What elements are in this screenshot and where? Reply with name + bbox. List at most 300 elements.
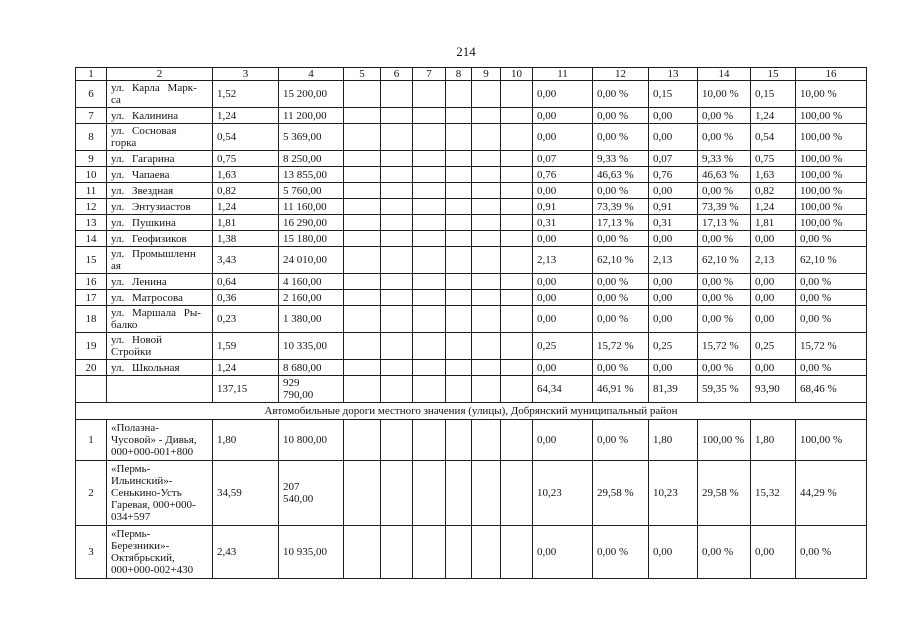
table-cell-col-13: 0,31 <box>649 215 698 231</box>
table-cell-col-12: 29,58 % <box>593 461 649 526</box>
table-cell-col-8 <box>446 306 472 333</box>
table-cell-col-11: 0,00 <box>533 420 593 461</box>
table-cell-col-1: 2 <box>76 461 107 526</box>
table-cell-col-2: «Пермь- Ильинский»- Сенькино-Усть Гаревая, 000+000- 034+597 <box>107 461 213 526</box>
table-cell-col-3: 34,59 <box>213 461 279 526</box>
column-number-header: 2 <box>107 68 213 81</box>
table-cell-col-11: 0,00 <box>533 290 593 306</box>
table-cell-col-6 <box>381 461 413 526</box>
table-cell-col-8 <box>446 376 472 403</box>
table-cell-col-3: 1,81 <box>213 215 279 231</box>
table-cell-col-15: 0,54 <box>751 124 796 151</box>
street-row <box>76 306 867 333</box>
table-cell-col-11: 0,91 <box>533 199 593 215</box>
table-cell-col-3: 1,24 <box>213 199 279 215</box>
table-cell-col-12: 0,00 % <box>593 183 649 199</box>
table-cell-col-7 <box>413 231 446 247</box>
column-number-header: 5 <box>344 68 381 81</box>
table-cell-col-16: 0,00 % <box>796 526 867 579</box>
table-cell-col-11: 0,00 <box>533 108 593 124</box>
table-cell-col-4: 15 180,00 <box>279 231 344 247</box>
table-body <box>76 81 867 579</box>
table-cell-col-1 <box>76 376 107 403</box>
table-cell-col-12: 0,00 % <box>593 81 649 108</box>
table-cell-col-14: 100,00 % <box>698 420 751 461</box>
table-cell-col-16: 44,29 % <box>796 461 867 526</box>
table-cell-col-13: 0,00 <box>649 274 698 290</box>
table-cell-col-4: 2 160,00 <box>279 290 344 306</box>
table-cell-col-4: 4 160,00 <box>279 274 344 290</box>
table-cell-col-5 <box>344 290 381 306</box>
table-cell-col-9 <box>472 360 501 376</box>
table-cell-col-16: 15,72 % <box>796 333 867 360</box>
road-row <box>76 526 867 579</box>
table-cell-col-4: 8 250,00 <box>279 151 344 167</box>
table-cell-col-5 <box>344 183 381 199</box>
table-cell-col-10 <box>501 526 533 579</box>
table-cell-col-15: 0,00 <box>751 360 796 376</box>
table-cell-col-9 <box>472 247 501 274</box>
table-cell-col-8 <box>446 290 472 306</box>
table-cell-col-15: 1,24 <box>751 108 796 124</box>
street-row <box>76 274 867 290</box>
table-cell-col-10 <box>501 247 533 274</box>
table-cell-col-13: 0,25 <box>649 333 698 360</box>
table-cell-col-5 <box>344 108 381 124</box>
table-cell-col-6 <box>381 274 413 290</box>
table-cell-col-12: 0,00 % <box>593 231 649 247</box>
table-cell-col-6 <box>381 360 413 376</box>
table-cell-col-13: 1,80 <box>649 420 698 461</box>
table-cell-col-16: 0,00 % <box>796 274 867 290</box>
table-cell-col-6 <box>381 306 413 333</box>
table-cell-col-12: 46,63 % <box>593 167 649 183</box>
table-cell-col-2: ул. Пушкина <box>107 215 213 231</box>
table-cell-col-1: 13 <box>76 215 107 231</box>
table-cell-col-12: 0,00 % <box>593 124 649 151</box>
table-header <box>76 68 867 81</box>
table-cell-col-12: 0,00 % <box>593 306 649 333</box>
table-cell-col-8 <box>446 231 472 247</box>
table-cell-col-10 <box>501 81 533 108</box>
column-number-header: 14 <box>698 68 751 81</box>
table-cell-col-14: 10,00 % <box>698 81 751 108</box>
table-cell-col-16: 100,00 % <box>796 151 867 167</box>
table-cell-col-4: 10 800,00 <box>279 420 344 461</box>
table-cell-col-5 <box>344 376 381 403</box>
table-cell-col-11: 0,00 <box>533 81 593 108</box>
table-cell-col-14: 0,00 % <box>698 306 751 333</box>
table-cell-col-6 <box>381 526 413 579</box>
table-cell-col-2: ул. Звездная <box>107 183 213 199</box>
table-cell-col-1: 10 <box>76 167 107 183</box>
table-cell-col-8 <box>446 124 472 151</box>
table-cell-col-2: ул. Матросова <box>107 290 213 306</box>
street-row <box>76 81 867 108</box>
table-cell-col-13: 0,00 <box>649 183 698 199</box>
table-cell-col-1: 18 <box>76 306 107 333</box>
table-cell-col-12: 0,00 % <box>593 274 649 290</box>
table-cell-col-1: 3 <box>76 526 107 579</box>
table-cell-col-14: 29,58 % <box>698 461 751 526</box>
table-cell-col-4: 11 200,00 <box>279 108 344 124</box>
table-cell-col-16: 100,00 % <box>796 108 867 124</box>
table-cell-col-10 <box>501 360 533 376</box>
table-cell-col-4: 1 380,00 <box>279 306 344 333</box>
street-row <box>76 215 867 231</box>
table-cell-col-1: 11 <box>76 183 107 199</box>
street-row <box>76 167 867 183</box>
table-cell-col-7 <box>413 247 446 274</box>
table-cell-col-9 <box>472 81 501 108</box>
table-cell-col-1: 1 <box>76 420 107 461</box>
table-cell-col-7 <box>413 167 446 183</box>
table-cell-col-15: 1,80 <box>751 420 796 461</box>
column-number-header: 3 <box>213 68 279 81</box>
street-row <box>76 108 867 124</box>
table-cell-col-12: 0,00 % <box>593 420 649 461</box>
table-cell-col-15: 0,82 <box>751 183 796 199</box>
table-cell-col-4: 5 760,00 <box>279 183 344 199</box>
table-cell-col-10 <box>501 420 533 461</box>
table-cell-col-11: 0,00 <box>533 183 593 199</box>
table-cell-col-1: 12 <box>76 199 107 215</box>
table-cell-col-8 <box>446 360 472 376</box>
table-cell-col-8 <box>446 461 472 526</box>
table-cell-col-10 <box>501 167 533 183</box>
table-cell-col-12: 9,33 % <box>593 151 649 167</box>
table-cell-col-8 <box>446 333 472 360</box>
table-cell-col-10 <box>501 290 533 306</box>
table-cell-col-14: 0,00 % <box>698 274 751 290</box>
table-cell-col-7 <box>413 274 446 290</box>
table-cell-col-2 <box>107 376 213 403</box>
column-number-row <box>76 68 867 81</box>
table-cell-col-11: 0,00 <box>533 124 593 151</box>
table-cell-col-9 <box>472 199 501 215</box>
table-cell-col-4: 13 855,00 <box>279 167 344 183</box>
table-cell-col-4: 5 369,00 <box>279 124 344 151</box>
table-cell-col-1: 7 <box>76 108 107 124</box>
table-cell-col-14: 59,35 % <box>698 376 751 403</box>
table-cell-col-3: 1,80 <box>213 420 279 461</box>
table-cell-col-2: ул. Маршала Ры- балко <box>107 306 213 333</box>
table-cell-col-14: 0,00 % <box>698 108 751 124</box>
table-cell-col-10 <box>501 183 533 199</box>
table-cell-col-3: 1,63 <box>213 167 279 183</box>
table-cell-col-15: 2,13 <box>751 247 796 274</box>
table-cell-col-15: 0,00 <box>751 526 796 579</box>
table-cell-col-9 <box>472 124 501 151</box>
table-cell-col-5 <box>344 420 381 461</box>
table-cell-col-10 <box>501 274 533 290</box>
table-cell-col-8 <box>446 247 472 274</box>
table-cell-col-6 <box>381 183 413 199</box>
table-cell-col-7 <box>413 215 446 231</box>
table-cell-col-3: 3,43 <box>213 247 279 274</box>
table-cell-col-10 <box>501 108 533 124</box>
table-cell-col-11: 2,13 <box>533 247 593 274</box>
table-cell-col-13: 0,76 <box>649 167 698 183</box>
column-number-header: 4 <box>279 68 344 81</box>
table-cell-col-9 <box>472 274 501 290</box>
table-cell-col-2: ул. Промышленн ая <box>107 247 213 274</box>
table-cell-col-9 <box>472 215 501 231</box>
table-cell-col-9 <box>472 108 501 124</box>
column-number-header: 6 <box>381 68 413 81</box>
table-cell-col-8 <box>446 167 472 183</box>
table-cell-col-10 <box>501 199 533 215</box>
table-cell-col-5 <box>344 274 381 290</box>
table-cell-col-3: 137,15 <box>213 376 279 403</box>
table-cell-col-5 <box>344 81 381 108</box>
table-cell-col-3: 0,75 <box>213 151 279 167</box>
street-row <box>76 360 867 376</box>
table-cell-col-15: 93,90 <box>751 376 796 403</box>
table-cell-col-3: 1,24 <box>213 108 279 124</box>
street-row <box>76 199 867 215</box>
table-cell-col-10 <box>501 306 533 333</box>
table-cell-col-9 <box>472 231 501 247</box>
table-cell-col-15: 0,00 <box>751 290 796 306</box>
section-title: Автомобильные дороги местного значения (улицы), Добрянский муниципальный район <box>76 403 867 420</box>
table-cell-col-3: 0,82 <box>213 183 279 199</box>
table-cell-col-4: 8 680,00 <box>279 360 344 376</box>
table-cell-col-12: 17,13 % <box>593 215 649 231</box>
column-number-header: 10 <box>501 68 533 81</box>
table-cell-col-6 <box>381 124 413 151</box>
table-cell-col-6 <box>381 167 413 183</box>
table-cell-col-13: 0,00 <box>649 360 698 376</box>
table-cell-col-10 <box>501 231 533 247</box>
table-cell-col-5 <box>344 151 381 167</box>
table-cell-col-10 <box>501 151 533 167</box>
table-cell-col-15: 0,00 <box>751 231 796 247</box>
street-row <box>76 151 867 167</box>
table-cell-col-8 <box>446 215 472 231</box>
table-cell-col-13: 0,00 <box>649 108 698 124</box>
table-cell-col-15: 15,32 <box>751 461 796 526</box>
table-cell-col-9 <box>472 167 501 183</box>
table-cell-col-12: 0,00 % <box>593 360 649 376</box>
table-cell-col-16: 100,00 % <box>796 183 867 199</box>
road-row <box>76 420 867 461</box>
table-cell-col-8 <box>446 183 472 199</box>
table-cell-col-6 <box>381 199 413 215</box>
table-cell-col-3: 0,54 <box>213 124 279 151</box>
table-cell-col-1: 20 <box>76 360 107 376</box>
table-cell-col-12: 0,00 % <box>593 108 649 124</box>
table-cell-col-5 <box>344 247 381 274</box>
table-cell-col-2: ул. Гагарина <box>107 151 213 167</box>
street-row <box>76 247 867 274</box>
column-number-header: 11 <box>533 68 593 81</box>
column-number-header: 9 <box>472 68 501 81</box>
table-cell-col-1: 8 <box>76 124 107 151</box>
section-title-row <box>76 403 867 420</box>
table-cell-col-4: 16 290,00 <box>279 215 344 231</box>
table-cell-col-6 <box>381 333 413 360</box>
table-cell-col-11: 0,25 <box>533 333 593 360</box>
table-cell-col-15: 1,24 <box>751 199 796 215</box>
table-cell-col-11: 0,00 <box>533 526 593 579</box>
table-cell-col-14: 15,72 % <box>698 333 751 360</box>
table-cell-col-15: 0,00 <box>751 274 796 290</box>
table-cell-col-10 <box>501 333 533 360</box>
table-cell-col-10 <box>501 461 533 526</box>
column-number-header: 12 <box>593 68 649 81</box>
table-cell-col-7 <box>413 333 446 360</box>
table-cell-col-14: 0,00 % <box>698 290 751 306</box>
table-cell-col-7 <box>413 376 446 403</box>
table-cell-col-14: 9,33 % <box>698 151 751 167</box>
column-number-header: 15 <box>751 68 796 81</box>
table-cell-col-6 <box>381 247 413 274</box>
table-cell-col-6 <box>381 151 413 167</box>
table-cell-col-14: 17,13 % <box>698 215 751 231</box>
table-cell-col-7 <box>413 81 446 108</box>
table-cell-col-11: 0,76 <box>533 167 593 183</box>
table-cell-col-5 <box>344 360 381 376</box>
table-cell-col-9 <box>472 183 501 199</box>
table-cell-col-14: 0,00 % <box>698 124 751 151</box>
column-number-header: 7 <box>413 68 446 81</box>
table-cell-col-5 <box>344 124 381 151</box>
table-cell-col-15: 0,25 <box>751 333 796 360</box>
table-cell-col-12: 62,10 % <box>593 247 649 274</box>
table-cell-col-3: 2,43 <box>213 526 279 579</box>
table-cell-col-16: 100,00 % <box>796 124 867 151</box>
table-cell-col-1: 9 <box>76 151 107 167</box>
table-cell-col-12: 73,39 % <box>593 199 649 215</box>
table-cell-col-5 <box>344 526 381 579</box>
table-cell-col-8 <box>446 199 472 215</box>
table-cell-col-9 <box>472 333 501 360</box>
table-cell-col-2: ул. Новой Стройки <box>107 333 213 360</box>
street-row <box>76 290 867 306</box>
table-cell-col-2: ул. Геофизиков <box>107 231 213 247</box>
table-cell-col-16: 10,00 % <box>796 81 867 108</box>
table-cell-col-1: 14 <box>76 231 107 247</box>
table-cell-col-13: 0,00 <box>649 526 698 579</box>
table-cell-col-7 <box>413 360 446 376</box>
table-cell-col-16: 100,00 % <box>796 199 867 215</box>
table-cell-col-16: 0,00 % <box>796 306 867 333</box>
table-cell-col-11: 0,00 <box>533 274 593 290</box>
table-cell-col-12: 15,72 % <box>593 333 649 360</box>
table-cell-col-7 <box>413 420 446 461</box>
table-cell-col-16: 0,00 % <box>796 360 867 376</box>
table-cell-col-13: 0,07 <box>649 151 698 167</box>
column-number-header: 16 <box>796 68 867 81</box>
table-cell-col-6 <box>381 290 413 306</box>
table-cell-col-13: 81,39 <box>649 376 698 403</box>
table-cell-col-5 <box>344 333 381 360</box>
table-cell-col-11: 10,23 <box>533 461 593 526</box>
street-row <box>76 124 867 151</box>
table-cell-col-11: 64,34 <box>533 376 593 403</box>
table-cell-col-12: 46,91 % <box>593 376 649 403</box>
column-number-header: 1 <box>76 68 107 81</box>
street-row <box>76 183 867 199</box>
table-cell-col-14: 62,10 % <box>698 247 751 274</box>
table-cell-col-10 <box>501 124 533 151</box>
table-cell-col-5 <box>344 461 381 526</box>
table-cell-col-7 <box>413 108 446 124</box>
table-cell-col-11: 0,07 <box>533 151 593 167</box>
data-table <box>75 67 867 579</box>
street-row <box>76 231 867 247</box>
table-cell-col-12: 0,00 % <box>593 290 649 306</box>
table-cell-col-10 <box>501 376 533 403</box>
table-cell-col-1: 6 <box>76 81 107 108</box>
table-cell-col-14: 46,63 % <box>698 167 751 183</box>
table-cell-col-5 <box>344 199 381 215</box>
table-cell-col-2: ул. Школьная <box>107 360 213 376</box>
table-cell-col-5 <box>344 231 381 247</box>
table-cell-col-6 <box>381 108 413 124</box>
table-cell-col-3: 0,64 <box>213 274 279 290</box>
table-cell-col-2: ул. Карла Марк- са <box>107 81 213 108</box>
table-cell-col-5 <box>344 215 381 231</box>
table-cell-col-9 <box>472 376 501 403</box>
table-cell-col-11: 0,00 <box>533 231 593 247</box>
table-cell-col-9 <box>472 306 501 333</box>
table-cell-col-16: 100,00 % <box>796 420 867 461</box>
table-cell-col-9 <box>472 420 501 461</box>
table-cell-col-8 <box>446 526 472 579</box>
table-cell-col-7 <box>413 199 446 215</box>
table-cell-col-16: 0,00 % <box>796 290 867 306</box>
table-cell-col-1: 16 <box>76 274 107 290</box>
table-cell-col-13: 0,00 <box>649 306 698 333</box>
table-cell-col-4: 929 790,00 <box>279 376 344 403</box>
table-cell-col-16: 68,46 % <box>796 376 867 403</box>
table-cell-col-9 <box>472 526 501 579</box>
table-cell-col-2: «Полазна- Чусовой» - Дивья, 000+000-001+800 <box>107 420 213 461</box>
table-cell-col-15: 0,15 <box>751 81 796 108</box>
table-cell-col-8 <box>446 81 472 108</box>
table-cell-col-2: ул. Энтузиастов <box>107 199 213 215</box>
table-cell-col-14: 0,00 % <box>698 183 751 199</box>
total-row <box>76 376 867 403</box>
table-cell-col-7 <box>413 461 446 526</box>
table-cell-col-11: 0,31 <box>533 215 593 231</box>
table-cell-col-16: 100,00 % <box>796 167 867 183</box>
road-row <box>76 461 867 526</box>
table-cell-col-2: ул. Калинина <box>107 108 213 124</box>
table-cell-col-13: 0,15 <box>649 81 698 108</box>
table-cell-col-15: 0,75 <box>751 151 796 167</box>
table-cell-col-1: 19 <box>76 333 107 360</box>
table-cell-col-7 <box>413 290 446 306</box>
table-cell-col-13: 10,23 <box>649 461 698 526</box>
table-cell-col-4: 10 335,00 <box>279 333 344 360</box>
table-cell-col-4: 11 160,00 <box>279 199 344 215</box>
table-cell-col-3: 1,52 <box>213 81 279 108</box>
table-cell-col-7 <box>413 124 446 151</box>
table-cell-col-4: 10 935,00 <box>279 526 344 579</box>
table-cell-col-10 <box>501 215 533 231</box>
table-cell-col-7 <box>413 183 446 199</box>
table-cell-col-14: 73,39 % <box>698 199 751 215</box>
column-number-header: 8 <box>446 68 472 81</box>
street-row <box>76 333 867 360</box>
table-cell-col-6 <box>381 215 413 231</box>
table-cell-col-2: ул. Ленина <box>107 274 213 290</box>
table-cell-col-1: 15 <box>76 247 107 274</box>
table-cell-col-2: ул. Чапаева <box>107 167 213 183</box>
